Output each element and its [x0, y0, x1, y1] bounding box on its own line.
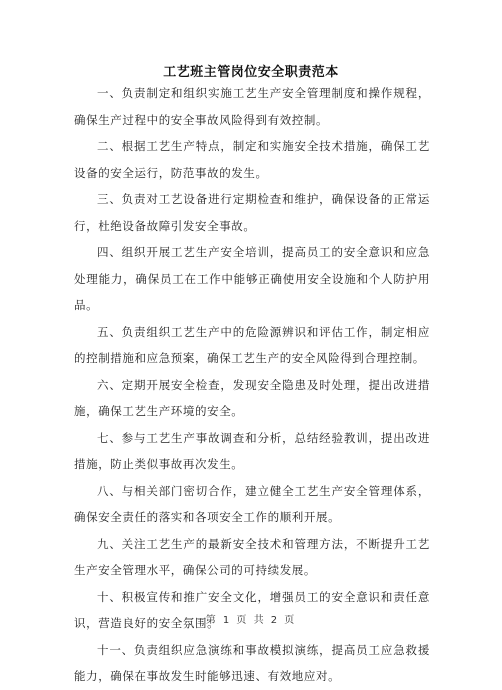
paragraph-2: 二、根据工艺生产特点，制定和实施安全技术措施，确保工艺设备的安全运行，防范事故的发生。 [74, 139, 430, 180]
paragraph-8: 八、与相关部门密切合作，建立健全工艺生产安全管理体系，确保安全责任的落实和各项安全工作的顺利开展。 [74, 483, 430, 524]
paragraph-7: 七、参与工艺生产事故调查和分析，总结经验教训，提出改进措施，防止类似事故再次发生。 [74, 430, 430, 471]
paragraph-11: 十一、负责组织应急演练和事故模拟演练，提高员工应急救援能力，确保在事故发生时能够迅速、有效地应对。 [74, 642, 430, 683]
page-footer: 第 1 页 共 2 页 [205, 615, 297, 626]
document-body [74, 80, 430, 690]
paragraph-5: 五、负责组织工艺生产中的危险源辨识和评估工作，制定相应的控制措施和应急预案，确保工艺生产的安全风险得到合理控制。 [74, 324, 430, 365]
document-title: 工艺班主管岗位安全职责范本 [163, 65, 339, 80]
paragraph-6: 六、定期开展安全检查，发现安全隐患及时处理，提出改进措施，确保工艺生产环境的安全。 [74, 377, 430, 418]
paragraph-10: 十、积极宣传和推广安全文化，增强员工的安全意识和责任意识，营造良好的安全氛围。 [74, 589, 430, 630]
paragraph-1: 一、负责制定和组织实施工艺生产安全管理制度和操作规程，确保生产过程中的安全事故风险得到有效控制。 [74, 86, 430, 127]
paragraph-3: 三、负责对工艺设备进行定期检查和维护，确保设备的正常运行，杜绝设备故障引发安全事故。 [74, 192, 430, 233]
paragraph-4: 四、组织开展工艺生产安全培训，提高员工的安全意识和应急处理能力，确保员工在工作中能够正确使用安全设施和个人防护用品。 [74, 245, 430, 312]
paragraph-9: 九、关注工艺生产的最新安全技术和管理方法，不断提升工艺生产安全管理水平，确保公司的可持续发展。 [74, 536, 430, 577]
